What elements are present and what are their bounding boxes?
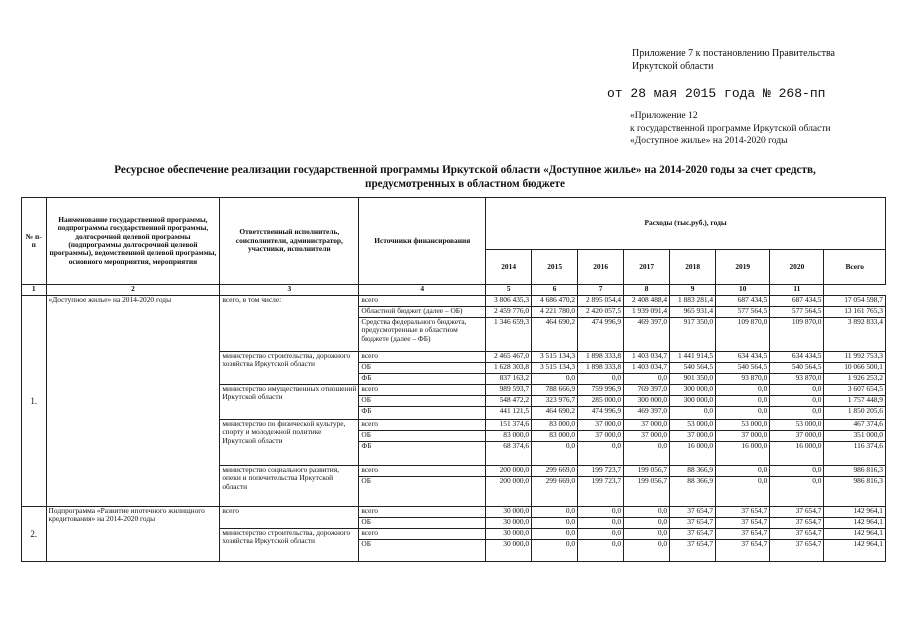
title-line-1: Ресурсное обеспечение реализации государственной программы Иркутской области «Доступное жилье» на 2014-2020 годы за счет средств, xyxy=(114,164,816,176)
executor-name: всего xyxy=(220,507,359,529)
year-value: 3 806 435,3 xyxy=(486,296,532,307)
column-number: 9 xyxy=(670,285,716,296)
year-value: 37 654,7 xyxy=(716,540,770,562)
year-value: 4 686 470,2 xyxy=(532,296,578,307)
funding-source: ОБ xyxy=(359,477,486,507)
year-value: 53 000,0 xyxy=(770,420,824,431)
year-value: 200 000,0 xyxy=(486,477,532,507)
decree-line-2: Иркутской области xyxy=(632,61,714,72)
year-value: 37 000,0 xyxy=(624,431,670,442)
funding-source: всего xyxy=(359,385,486,396)
funding-source: Областной бюджет (далее – ОБ) xyxy=(359,307,486,318)
year-value: 199 723,7 xyxy=(578,477,624,507)
column-number: 4 xyxy=(359,285,486,296)
year-value: 4 221 780,0 xyxy=(532,307,578,318)
funding-source: ОБ xyxy=(359,363,486,374)
year-value: 1 883 281,4 xyxy=(670,296,716,307)
year-value: 2 465 467,0 xyxy=(486,352,532,363)
annex-line-1: «Приложение 12 xyxy=(630,111,698,121)
col-expenses-header: Расходы (тыс.руб.), годы xyxy=(486,198,886,250)
year-value: 30 000,0 xyxy=(486,540,532,562)
year-value: 68 374,6 xyxy=(486,442,532,466)
funding-source: ОБ xyxy=(359,518,486,529)
total-value: 1 850 205,6 xyxy=(824,407,886,420)
year-value: 1 628 303,8 xyxy=(486,363,532,374)
year-value: 1 403 034,7 xyxy=(624,352,670,363)
year-value: 769 397,0 xyxy=(624,385,670,396)
year-value: 0,0 xyxy=(532,518,578,529)
funding-source: всего xyxy=(359,296,486,307)
total-value: 13 161 765,3 xyxy=(824,307,886,318)
decree-reference xyxy=(632,47,835,73)
year-value: 0,0 xyxy=(716,396,770,407)
col-source-header: Источники финансирования xyxy=(359,198,486,285)
annex-reference xyxy=(630,110,831,148)
year-value: 0,0 xyxy=(624,518,670,529)
year-value: 0,0 xyxy=(624,442,670,466)
program-name: «Доступное жилье» на 2014-2020 годы xyxy=(46,296,220,507)
total-value: 142 964,1 xyxy=(824,507,886,518)
year-value: 200 000,0 xyxy=(486,466,532,477)
year-value: 1 346 659,3 xyxy=(486,318,532,352)
document-title xyxy=(60,163,870,191)
year-value: 37 000,0 xyxy=(670,431,716,442)
year-value: 687 434,5 xyxy=(716,296,770,307)
year-value: 300 000,0 xyxy=(624,396,670,407)
program-name: Подпрограмма «Развитие ипотечного жилищного кредитования» на 2014-2020 годы xyxy=(46,507,220,562)
year-value: 540 564,5 xyxy=(770,363,824,374)
year-value: 0,0 xyxy=(578,529,624,540)
total-value: 3 892 833,4 xyxy=(824,318,886,352)
executor-name: всего, в том числе: xyxy=(220,296,359,352)
year-value: 837 163,2 xyxy=(486,374,532,385)
year-value: 0,0 xyxy=(532,540,578,562)
year-value: 16 000,0 xyxy=(670,442,716,466)
year-value: 151 374,6 xyxy=(486,420,532,431)
year-value: 16 000,0 xyxy=(716,442,770,466)
year-value: 965 931,4 xyxy=(670,307,716,318)
year-value: 989 593,7 xyxy=(486,385,532,396)
total-value: 11 992 753,3 xyxy=(824,352,886,363)
year-value: 0,0 xyxy=(716,477,770,507)
funding-source: ФБ xyxy=(359,442,486,466)
year-value: 109 870,0 xyxy=(770,318,824,352)
year-value: 0,0 xyxy=(624,540,670,562)
year-value: 759 996,9 xyxy=(578,385,624,396)
year-value: 548 472,2 xyxy=(486,396,532,407)
table-row xyxy=(22,296,886,307)
executor-name: министерство имущественных отношений Иркутской области xyxy=(220,385,359,420)
year-value: 0,0 xyxy=(770,385,824,396)
year-value: 1 898 333,8 xyxy=(578,363,624,374)
year-value: 37 654,7 xyxy=(770,529,824,540)
total-value: 142 964,1 xyxy=(824,529,886,540)
year-value: 37 000,0 xyxy=(624,420,670,431)
year-value: 37 654,7 xyxy=(716,507,770,518)
funding-source: всего xyxy=(359,529,486,540)
year-value: 1 441 914,5 xyxy=(670,352,716,363)
executor-name: министерство по физической культуре, спорту и молодежной политике Иркутской области xyxy=(220,420,359,466)
year-value: 474 996,9 xyxy=(578,407,624,420)
decree-line-1: Приложение 7 к постановлению Правительства xyxy=(632,48,835,59)
year-value: 441 121,5 xyxy=(486,407,532,420)
total-value: 1 757 448,9 xyxy=(824,396,886,407)
funding-source: Средства федерального бюджета, предусмотренные в областном бюджете (далее – ФБ) xyxy=(359,318,486,352)
year-value: 88 366,9 xyxy=(670,466,716,477)
total-value: 142 964,1 xyxy=(824,518,886,529)
year-header: 2014 xyxy=(486,250,532,285)
funding-table xyxy=(21,197,886,562)
column-numbers-row xyxy=(22,285,886,296)
column-number: 1 xyxy=(22,285,47,296)
section-number: 1. xyxy=(22,296,47,507)
funding-source: всего xyxy=(359,466,486,477)
column-number: 6 xyxy=(532,285,578,296)
year-header: 2018 xyxy=(670,250,716,285)
total-value: 986 816,3 xyxy=(824,477,886,507)
year-value: 0,0 xyxy=(578,507,624,518)
year-value: 0,0 xyxy=(532,507,578,518)
total-value: 3 607 654,5 xyxy=(824,385,886,396)
executor-name: министерство строительства, дорожного хозяйства Иркутской области xyxy=(220,352,359,385)
year-value: 3 515 134,3 xyxy=(532,363,578,374)
year-value: 199 723,7 xyxy=(578,466,624,477)
executor-name: министерство строительства, дорожного хозяйства Иркутской области xyxy=(220,529,359,562)
year-value: 299 669,0 xyxy=(532,477,578,507)
year-value: 0,0 xyxy=(770,466,824,477)
year-value: 0,0 xyxy=(624,374,670,385)
year-value: 634 434,5 xyxy=(770,352,824,363)
total-value: 17 054 598,7 xyxy=(824,296,886,307)
year-value: 0,0 xyxy=(716,385,770,396)
year-value: 37 654,7 xyxy=(770,518,824,529)
funding-source: ОБ xyxy=(359,540,486,562)
year-value: 0,0 xyxy=(578,518,624,529)
year-value: 300 000,0 xyxy=(670,385,716,396)
table-row xyxy=(22,507,886,518)
year-value: 2 895 054,4 xyxy=(578,296,624,307)
year-value: 0,0 xyxy=(578,442,624,466)
year-value: 469 397,0 xyxy=(624,318,670,352)
year-value: 285 000,0 xyxy=(578,396,624,407)
year-value: 469 397,0 xyxy=(624,407,670,420)
year-header: 2015 xyxy=(532,250,578,285)
total-value: 10 066 500,1 xyxy=(824,363,886,374)
year-value: 464 690,2 xyxy=(532,407,578,420)
year-value: 88 366,9 xyxy=(670,477,716,507)
year-value: 3 515 134,3 xyxy=(532,352,578,363)
year-value: 0,0 xyxy=(624,529,670,540)
funding-source: всего xyxy=(359,352,486,363)
executor-name: министерство социального развития, опеки и попечительства Иркутской области xyxy=(220,466,359,507)
year-value: 83 000,0 xyxy=(532,431,578,442)
funding-source: ФБ xyxy=(359,374,486,385)
year-value: 37 000,0 xyxy=(578,420,624,431)
title-line-2: предусмотренных в областном бюджете xyxy=(365,178,565,190)
year-value: 37 654,7 xyxy=(770,507,824,518)
year-value: 30 000,0 xyxy=(486,529,532,540)
year-value: 16 000,0 xyxy=(770,442,824,466)
year-value: 37 654,7 xyxy=(670,540,716,562)
year-value: 687 434,5 xyxy=(770,296,824,307)
year-value: 577 564,5 xyxy=(716,307,770,318)
annex-line-3: «Доступное жилье» на 2014-2020 годы xyxy=(630,136,788,146)
year-value: 83 000,0 xyxy=(486,431,532,442)
year-value: 30 000,0 xyxy=(486,518,532,529)
year-value: 634 434,5 xyxy=(716,352,770,363)
decree-date: от 28 мая 2015 года № 268-пп xyxy=(607,86,826,101)
year-value: 37 654,7 xyxy=(770,540,824,562)
year-value: 1 939 091,4 xyxy=(624,307,670,318)
year-value: 0,0 xyxy=(532,374,578,385)
column-number: 10 xyxy=(716,285,770,296)
funding-source: всего xyxy=(359,507,486,518)
funding-source: всего xyxy=(359,420,486,431)
total-value: 351 000,0 xyxy=(824,431,886,442)
col-name-header: Наименование государственной программы, подпрограммы государственной программы, долгосрочной целевой программы (подпрограммы долгосрочной целевой программы), ведомственной целевой программы, основного мероприятия, мероприятия xyxy=(46,198,220,285)
year-header: 2016 xyxy=(578,250,624,285)
year-value: 0,0 xyxy=(624,507,670,518)
year-header: 2017 xyxy=(624,250,670,285)
year-value: 37 654,7 xyxy=(716,529,770,540)
year-value: 199 056,7 xyxy=(624,466,670,477)
year-value: 299 669,0 xyxy=(532,466,578,477)
year-value: 2 408 488,4 xyxy=(624,296,670,307)
year-header: 2020 xyxy=(770,250,824,285)
year-value: 0,0 xyxy=(716,466,770,477)
year-value: 323 976,7 xyxy=(532,396,578,407)
year-value: 0,0 xyxy=(578,374,624,385)
year-value: 37 654,7 xyxy=(716,518,770,529)
funding-source: ОБ xyxy=(359,431,486,442)
year-value: 0,0 xyxy=(532,442,578,466)
year-value: 0,0 xyxy=(770,477,824,507)
year-value: 53 000,0 xyxy=(670,420,716,431)
year-value: 474 996,9 xyxy=(578,318,624,352)
total-value: 1 926 253,2 xyxy=(824,374,886,385)
year-value: 540 564,5 xyxy=(716,363,770,374)
year-value: 37 000,0 xyxy=(578,431,624,442)
year-value: 917 350,0 xyxy=(670,318,716,352)
year-value: 83 000,0 xyxy=(532,420,578,431)
year-value: 53 000,0 xyxy=(716,420,770,431)
col-no-header: № п-п xyxy=(22,198,47,285)
total-value: 467 374,6 xyxy=(824,420,886,431)
year-value: 109 870,0 xyxy=(716,318,770,352)
annex-line-2: к государственной программе Иркутской области xyxy=(630,123,831,134)
year-value: 788 666,9 xyxy=(532,385,578,396)
year-value: 199 056,7 xyxy=(624,477,670,507)
column-number: 2 xyxy=(46,285,220,296)
year-value: 37 000,0 xyxy=(716,431,770,442)
year-value: 540 564,5 xyxy=(670,363,716,374)
funding-source: ФБ xyxy=(359,407,486,420)
year-value: 0,0 xyxy=(670,407,716,420)
total-value: 986 816,3 xyxy=(824,466,886,477)
section-number: 2. xyxy=(22,507,47,562)
year-value: 901 350,0 xyxy=(670,374,716,385)
column-number: 5 xyxy=(486,285,532,296)
column-number: 8 xyxy=(624,285,670,296)
year-value: 93 870,0 xyxy=(716,374,770,385)
total-header: Всего xyxy=(824,250,886,285)
year-value: 30 000,0 xyxy=(486,507,532,518)
year-value: 0,0 xyxy=(532,529,578,540)
year-value: 2 420 057,5 xyxy=(578,307,624,318)
column-number: 3 xyxy=(220,285,359,296)
column-number: 11 xyxy=(770,285,824,296)
total-value: 142 964,1 xyxy=(824,540,886,562)
year-value: 37 654,7 xyxy=(670,529,716,540)
year-value: 577 564,5 xyxy=(770,307,824,318)
total-value: 116 374,6 xyxy=(824,442,886,466)
year-value: 1 403 034,7 xyxy=(624,363,670,374)
year-value: 300 000,0 xyxy=(670,396,716,407)
year-value: 37 654,7 xyxy=(670,518,716,529)
column-number: 7 xyxy=(578,285,624,296)
year-value: 464 690,2 xyxy=(532,318,578,352)
year-value: 0,0 xyxy=(716,407,770,420)
year-value: 2 459 776,0 xyxy=(486,307,532,318)
year-value: 0,0 xyxy=(770,407,824,420)
year-value: 37 000,0 xyxy=(770,431,824,442)
year-value: 37 654,7 xyxy=(670,507,716,518)
year-value: 93 870,0 xyxy=(770,374,824,385)
header-row xyxy=(22,198,886,250)
funding-source: ОБ xyxy=(359,396,486,407)
year-value: 0,0 xyxy=(770,396,824,407)
year-value: 0,0 xyxy=(578,540,624,562)
year-value: 1 898 333,8 xyxy=(578,352,624,363)
year-header: 2019 xyxy=(716,250,770,285)
col-executor-header: Ответственный исполнитель, соисполнители, администратор, участники, исполнители xyxy=(220,198,359,285)
